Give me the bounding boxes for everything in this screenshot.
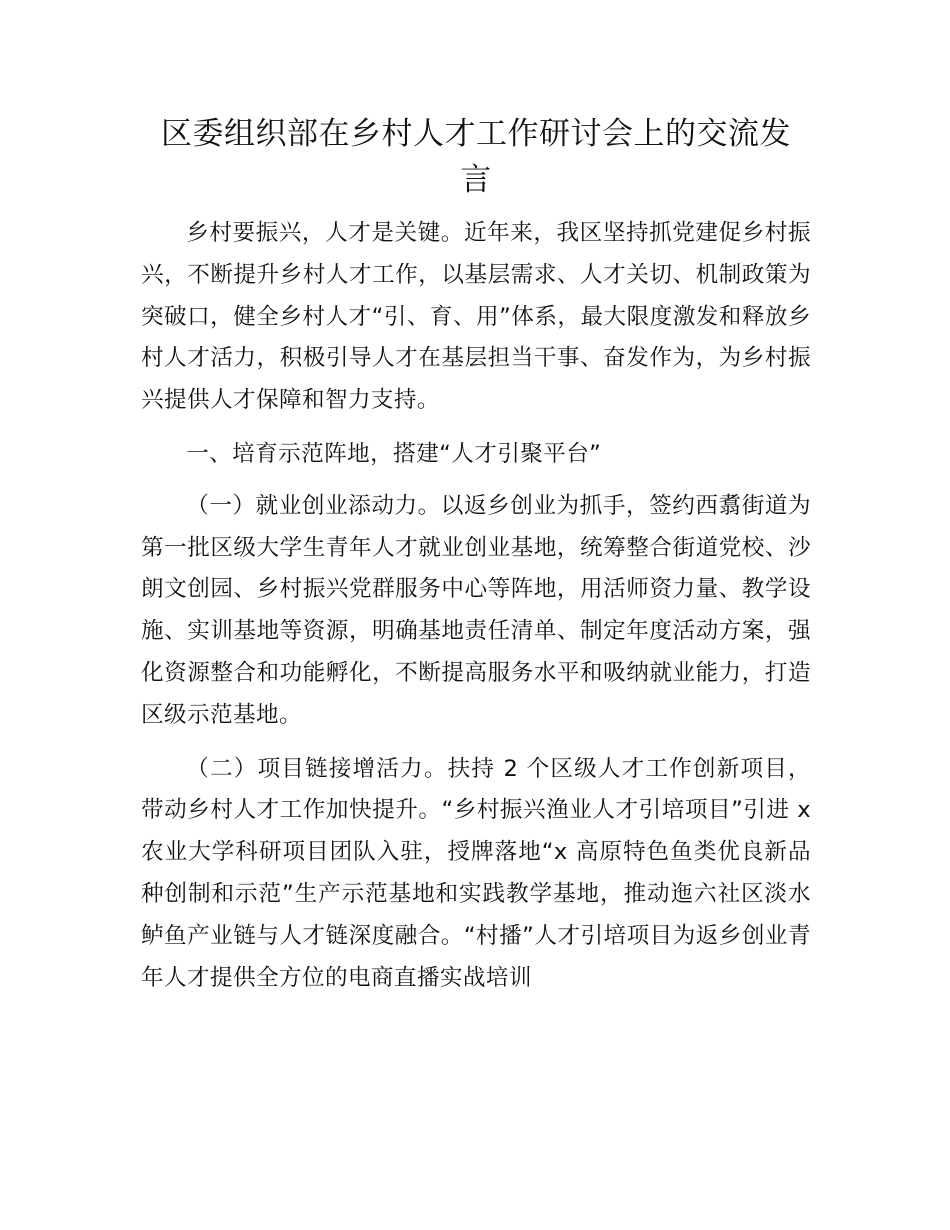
intro-paragraph: 乡村要振兴，人才是关键。近年来，我区坚持抓党建促乡村振兴，不断提升乡村人才工作，以基层需求、人才关切、机制政策为突破口，健全乡村人才“引、育、用”体系，最大限度激发和释放乡村人才活力，积极引导人才在基层担当干事、奋发作为，为乡村振兴提供人才保障和智力支持。 [141, 220, 811, 414]
title-line-2: 言 [460, 162, 492, 198]
subsection-2-paragraph: （二）项目链接增活力。扶持 2 个区级人才工作创新项目，带动乡村人才工作加快提升。“乡村振兴渔业人才引培项目”引进 x 农业大学科研项目团队入驻，授牌落地“x 高原特色鱼类优良新品种创制和示范”生产示范基地和实践教学基地，推动迤六社区淡水鲈鱼产业链与人才链深度融合。“村播”人才引培项目为返乡创业青年人才提供全方位的电商直播实战培训 [141, 755, 811, 991]
subsection-1-paragraph: （一）就业创业添动力。以返乡创业为抓手，签约西翥街道为第一批区级大学生青年人才就业创业基地，统筹整合街道党校、沙朗文创园、乡村振兴党群服务中心等阵地，用活师资力量、教学设施、实训基地等资源，明确基地责任清单、制定年度活动方案，强化资源整合和功能孵化，不断提高服务水平和吸纳就业能力，打造区级示范基地。 [141, 492, 811, 728]
title-line-1: 区委组织部在乡村人才工作研讨会上的交流发 [161, 116, 791, 152]
section-heading-1: 一、培育示范阵地，搭建“人才引聚平台” [186, 440, 602, 467]
document-body [141, 111, 811, 999]
document-title [141, 111, 811, 203]
